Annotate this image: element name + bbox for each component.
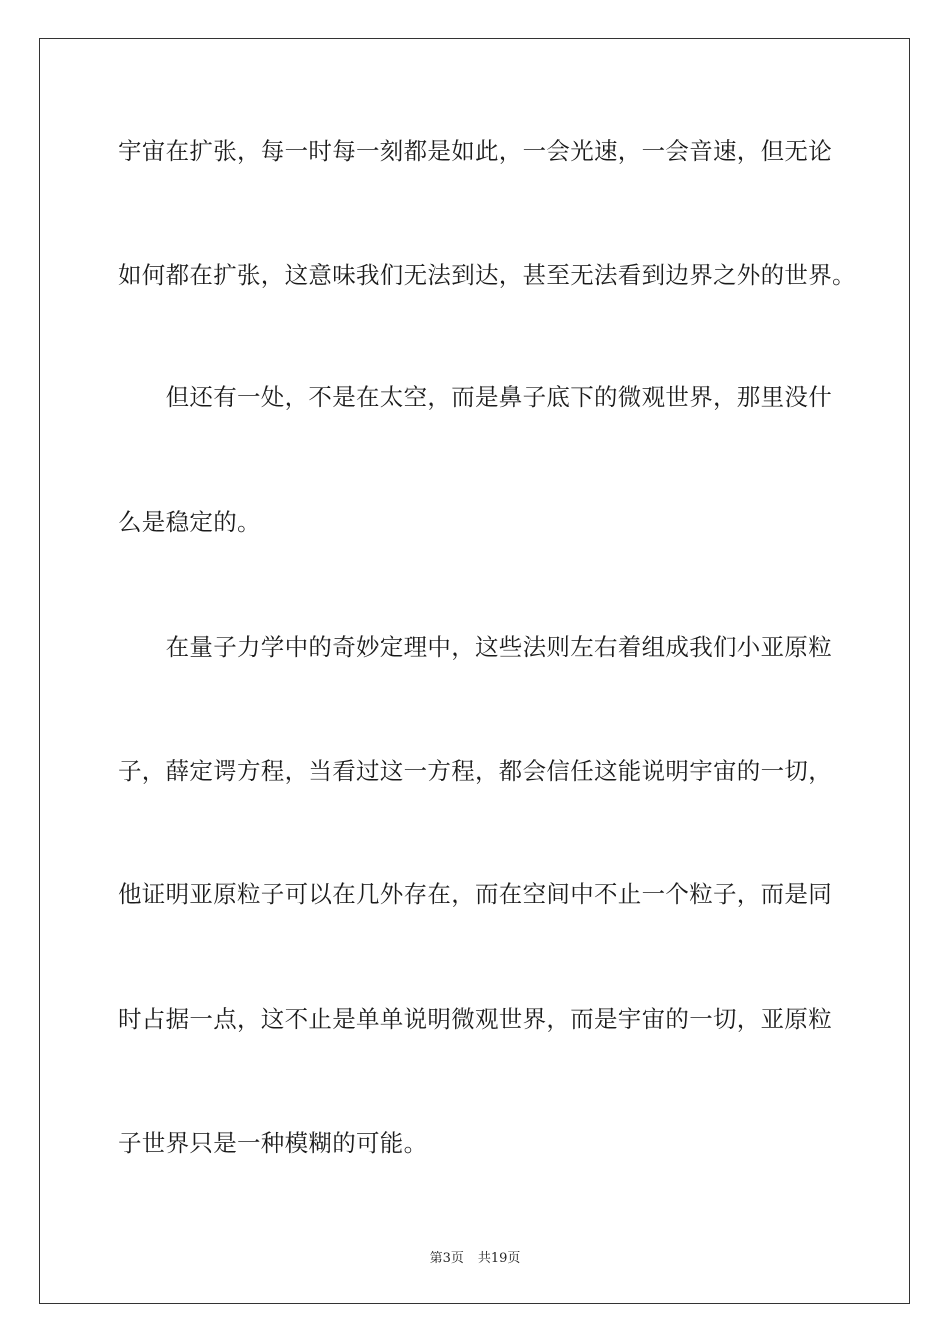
paragraph-line-5: 在量子力学中的奇妙定理中，这些法则左右着组成我们小亚原粒 xyxy=(118,633,832,661)
paragraph-line-1: 宇宙在扩张，每一时每一刻都是如此，一会光速，一会音速，但无论 xyxy=(118,137,832,165)
paragraph-line-6: 子，薛定谔方程，当看过这一方程，都会信任这能说明宇宙的一切， xyxy=(118,757,832,785)
paragraph-line-8: 时占据一点，这不止是单单说明微观世界，而是宇宙的一切，亚原粒 xyxy=(118,1005,832,1033)
page-number-total: 共19页 xyxy=(477,1251,521,1266)
paragraph-line-4: 么是稳定的。 xyxy=(118,508,261,536)
paragraph-line-2: 如何都在扩张，这意味我们无法到达，甚至无法看到边界之外的世界。 xyxy=(118,261,856,289)
paragraph-line-3: 但还有一处，不是在太空，而是鼻子底下的微观世界，那里没什 xyxy=(118,383,832,411)
paragraph-line-7: 他证明亚原粒子可以在几外存在，而在空间中不止一个粒子，而是同 xyxy=(118,880,832,908)
paragraph-line-9: 子世界只是一种模糊的可能。 xyxy=(118,1129,428,1157)
page-number-current: 第3页 xyxy=(429,1251,464,1266)
page-footer xyxy=(0,1247,950,1266)
page-border xyxy=(39,38,910,1304)
